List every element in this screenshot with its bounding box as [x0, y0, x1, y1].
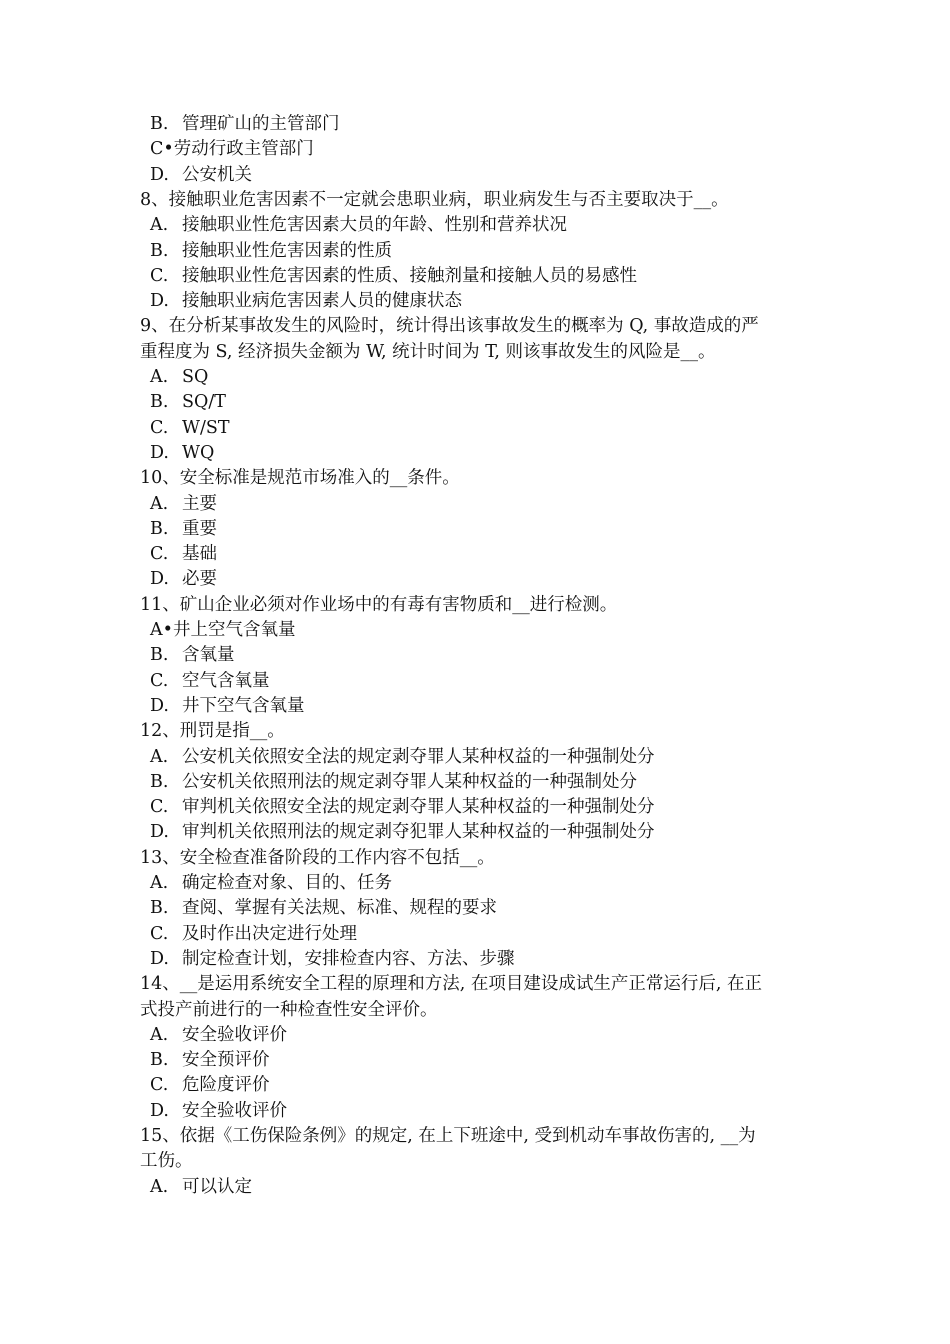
- answer-option: [150, 693, 305, 719]
- question-text: 重程度为 S, 经济损失金额为 W, 统计时间为 T, 则该事故发生的风险是__。: [140, 341, 716, 362]
- option-text: WQ: [182, 442, 215, 463]
- question-text: 12、刑罚是指__。: [140, 721, 285, 742]
- option-text: 重要: [182, 518, 217, 539]
- option-key: D.: [150, 822, 169, 843]
- option-text: 管理矿山的主管部门: [182, 114, 340, 134]
- answer-option: [150, 415, 230, 441]
- answer-option: [150, 136, 314, 162]
- answer-option: [150, 566, 217, 592]
- option-key: B.: [150, 240, 169, 261]
- answer-option: [150, 1072, 270, 1098]
- option-text: 查阅、掌握有关法规、标准、规程的要求: [182, 898, 497, 919]
- option-key: A.: [150, 493, 169, 514]
- answer-option: [150, 440, 214, 466]
- answer-option: [150, 921, 357, 947]
- question-text: 10、安全标准是规范市场准入的__条件。: [140, 468, 460, 489]
- option-text: 安全验收评价: [182, 1100, 287, 1121]
- option-text: 接触职业病危害因素人员的健康状态: [182, 291, 462, 312]
- answer-option: [150, 744, 655, 770]
- answer-option: [150, 238, 392, 264]
- option-text: 公安机关依照安全法的规定剥夺罪人某种权益的一种强制处分: [182, 746, 655, 767]
- option-text: 安全验收评价: [182, 1024, 287, 1045]
- option-text: 接触职业性危害因素的性质: [182, 240, 392, 261]
- answer-option: [150, 263, 637, 289]
- option-key: B.: [150, 518, 169, 539]
- answer-option: [150, 1098, 287, 1124]
- option-key: D.: [150, 291, 169, 312]
- answer-option: [150, 642, 235, 668]
- option-key: C.: [150, 265, 169, 286]
- option-key: C.: [150, 797, 169, 818]
- option-text: 接触职业性危害因素大员的年龄、性别和营养状况: [182, 215, 567, 236]
- option-text: 审判机关依照安全法的规定剥夺罪人某种权益的一种强制处分: [182, 797, 655, 818]
- option-key: A.: [150, 367, 169, 387]
- answer-option: [150, 794, 655, 820]
- option-text: SQ/T: [182, 392, 226, 413]
- answer-option: [150, 668, 270, 694]
- answer-option: [150, 162, 252, 188]
- option-text: 空气含氧量: [182, 670, 270, 691]
- option-text: 劳动行政主管部门: [173, 139, 314, 160]
- option-text: SQ: [182, 367, 209, 387]
- option-key: C.: [150, 923, 169, 944]
- option-text: 接触职业性危害因素的性质、接触剂量和接触人员的易感性: [182, 265, 637, 286]
- option-key: A.: [150, 746, 169, 767]
- option-key: A.: [150, 873, 169, 893]
- question-text: 15、依据《工伤保险条例》的规定, 在上下班途中, 受到机动车事故伤害的, __为: [140, 1126, 756, 1146]
- answer-option: [150, 870, 392, 896]
- option-key: D.: [150, 948, 169, 969]
- option-key: D.: [150, 695, 169, 716]
- option-text: 确定检查对象、目的、任务: [182, 873, 392, 893]
- question-text: 工伤。: [140, 1151, 193, 1172]
- option-key: C.: [150, 670, 169, 691]
- question-text: 9、在分析某事故发生的风险时，统计得出该事故发生的概率为 Q, 事故造成的严: [140, 316, 759, 337]
- answer-option: [150, 212, 567, 238]
- answer-option: [150, 946, 515, 972]
- answer-option: [150, 364, 208, 390]
- question-text: 11、矿山企业必须对作业场中的有毒有害物质和__进行检测。: [140, 594, 618, 615]
- answer-option: [150, 1174, 252, 1200]
- option-text: 公安机关: [182, 164, 252, 185]
- option-key: D.: [150, 1100, 169, 1121]
- answer-option: [150, 491, 217, 517]
- option-text: 审判机关依照刑法的规定剥夺犯罪人某种权益的一种强制处分: [182, 822, 655, 843]
- option-key: B.: [150, 645, 169, 666]
- option-key: C.: [150, 417, 169, 438]
- question-text: 式投产前进行的一种检查性安全评价。: [140, 999, 438, 1020]
- option-text: 危险度评价: [182, 1075, 270, 1096]
- option-text: 基础: [182, 544, 217, 565]
- option-text: W/ST: [182, 417, 230, 438]
- answer-option: [150, 288, 462, 314]
- option-key: D.: [150, 164, 169, 185]
- option-text: 可以认定: [182, 1176, 252, 1197]
- option-text: 含氧量: [182, 645, 235, 666]
- answer-option: [150, 819, 655, 845]
- answer-option: [150, 895, 497, 921]
- option-text: 必要: [182, 569, 217, 590]
- answer-option: [150, 769, 637, 795]
- answer-option: [150, 389, 226, 415]
- option-key: B.: [150, 898, 169, 919]
- option-key: B.: [150, 1050, 169, 1071]
- option-key: B.: [150, 392, 169, 413]
- question-text: 14、__是运用系统安全工程的原理和方法, 在项目建设成试生产正常运行后, 在正: [140, 974, 763, 995]
- option-text: 公安机关依照刑法的规定剥夺罪人某种权益的一种强制处分: [182, 771, 637, 792]
- option-text: 安全预评价: [182, 1050, 270, 1071]
- option-key: C.: [150, 1075, 169, 1096]
- option-text: 制定检查计划，安排检查内容、方法、步骤: [182, 948, 515, 969]
- option-text: 及时作出决定进行处理: [182, 923, 357, 944]
- option-key: C.: [150, 544, 169, 565]
- option-text: 主要: [182, 493, 217, 514]
- option-key: A.: [150, 215, 169, 236]
- option-key: C•: [150, 139, 174, 160]
- option-key: D.: [150, 442, 169, 463]
- option-key: B.: [150, 114, 169, 134]
- answer-option: [150, 617, 295, 643]
- answer-option: [150, 516, 217, 542]
- option-text: 井上空气含氧量: [172, 620, 296, 640]
- question-text: 13、安全检查准备阶段的工作内容不包括__。: [140, 847, 495, 868]
- answer-option: [150, 111, 340, 137]
- option-text: 井下空气含氧量: [182, 695, 305, 716]
- option-key: A.: [150, 1176, 169, 1197]
- answer-option: [150, 1047, 270, 1073]
- option-key: A.: [150, 1024, 169, 1045]
- question-text: 8、接触职业危害因素不一定就会患职业病，职业病发生与否主要取决于__。: [140, 189, 729, 210]
- option-key: B.: [150, 771, 169, 792]
- answer-option: [150, 1022, 287, 1048]
- option-key: D.: [150, 569, 169, 590]
- answer-option: [150, 541, 217, 567]
- option-key: A•: [150, 620, 173, 640]
